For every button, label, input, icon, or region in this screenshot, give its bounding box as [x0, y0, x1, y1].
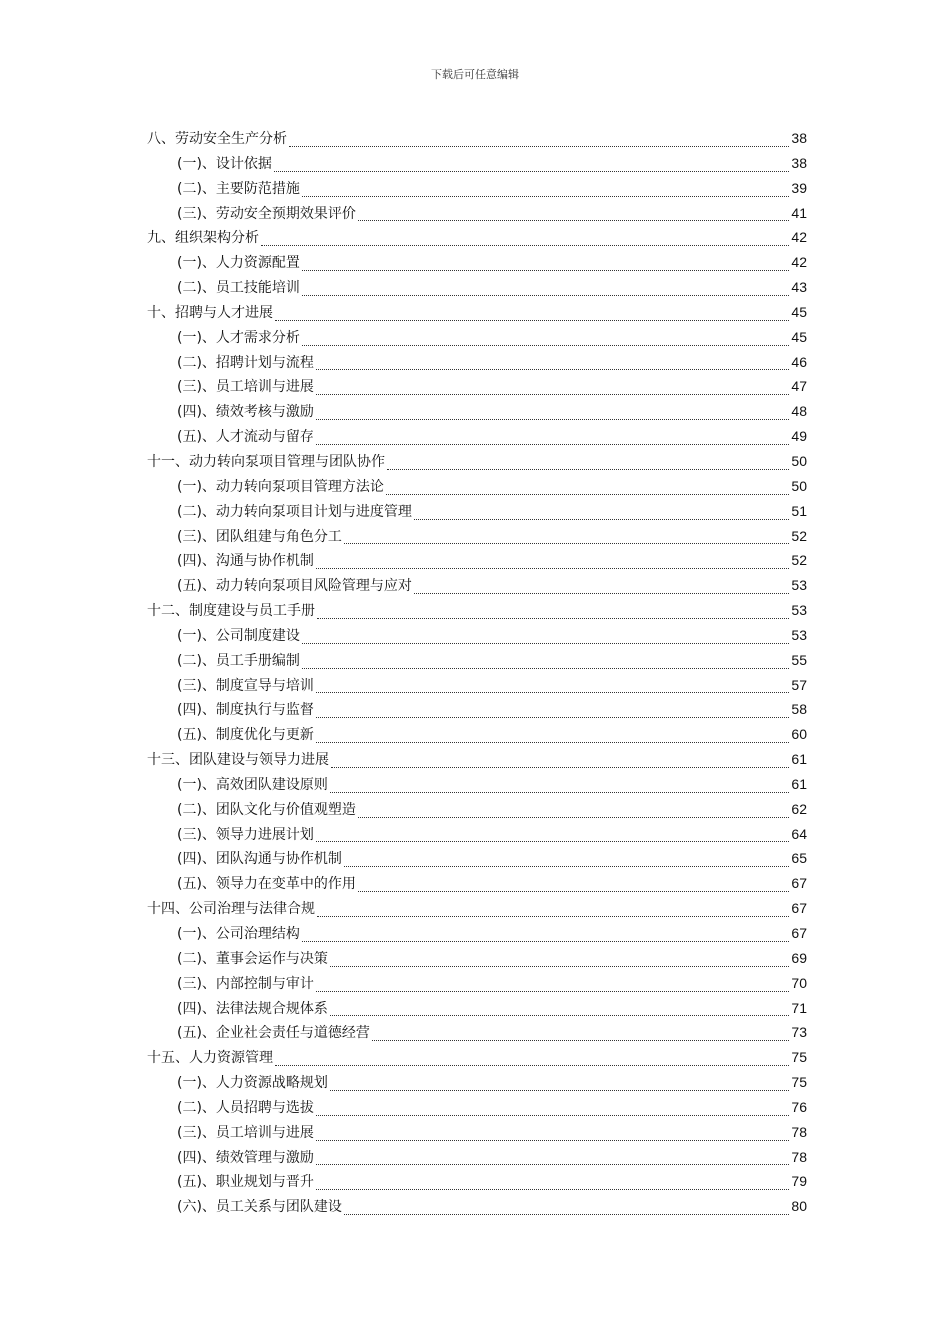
toc-section-entry[interactable] [147, 352, 807, 377]
toc-dot-leader [358, 220, 789, 221]
toc-entry-title: (六)、员工关系与团队建设 [177, 1199, 342, 1216]
toc-dot-leader [316, 1140, 789, 1141]
toc-dot-leader [275, 320, 789, 321]
toc-entry-title: (三)、团队组建与角色分工 [177, 528, 342, 545]
toc-entry-title: (一)、公司制度建设 [177, 627, 300, 644]
toc-dot-leader [316, 841, 789, 842]
toc-page-number: 61 [791, 751, 807, 768]
toc-page-number: 79 [791, 1173, 807, 1190]
toc-entry-title: (一)、设计依据 [177, 155, 272, 172]
toc-page-number: 67 [791, 925, 807, 941]
toc-dot-leader [302, 196, 789, 197]
toc-page-number: 50 [791, 452, 807, 469]
toc-page-number: 75 [791, 1049, 807, 1066]
toc-section-entry[interactable] [147, 575, 807, 600]
toc-page-number: 78 [791, 1148, 807, 1165]
toc-entry-title: (四)、法律法规合规体系 [177, 1000, 328, 1017]
toc-section-entry[interactable] [147, 625, 807, 650]
toc-page-number: 80 [791, 1198, 807, 1215]
toc-dot-leader [372, 1040, 789, 1041]
toc-page-number: 43 [791, 279, 807, 296]
toc-entry-title: (五)、人才流动与留存 [177, 429, 314, 446]
toc-page-number: 47 [791, 378, 807, 395]
toc-section-entry[interactable] [147, 799, 807, 824]
toc-entry-title: (四)、沟通与协作机制 [177, 553, 314, 570]
toc-entry-title: (一)、人力资源战略规划 [177, 1075, 328, 1092]
toc-dot-leader [316, 444, 789, 445]
toc-page-number: 53 [791, 577, 807, 594]
toc-chapter-entry[interactable] [147, 451, 807, 476]
toc-entry-title: 九、组织架构分析 [147, 230, 259, 247]
toc-dot-leader [330, 1090, 789, 1091]
toc-chapter-entry[interactable] [147, 227, 807, 252]
toc-entry-title: (二)、团队文化与价值观塑造 [177, 801, 356, 818]
toc-dot-leader [261, 245, 789, 246]
toc-section-entry[interactable] [147, 1171, 807, 1196]
toc-entry-title: 十二、制度建设与员工手册 [147, 603, 315, 620]
toc-page-number: 53 [791, 626, 807, 643]
toc-dot-leader [316, 1164, 789, 1165]
toc-entry-title: 十、招聘与人才进展 [147, 304, 273, 321]
toc-entry-title: (五)、制度优化与更新 [177, 727, 314, 744]
toc-entry-title: (四)、制度执行与监督 [177, 702, 314, 719]
toc-dot-leader [344, 543, 789, 544]
toc-entry-title: (四)、绩效考核与激励 [177, 404, 314, 421]
toc-section-entry[interactable] [147, 1122, 807, 1147]
toc-page-number: 57 [791, 676, 807, 693]
toc-entry-title: 八、劳动安全生产分析 [147, 131, 287, 147]
toc-dot-leader [358, 817, 789, 818]
toc-page-number: 67 [791, 900, 807, 917]
toc-dot-leader [344, 1214, 789, 1215]
toc-entry-title: (四)、绩效管理与激励 [177, 1149, 314, 1166]
toc-page-number: 45 [791, 328, 807, 345]
toc-section-entry[interactable] [147, 327, 807, 352]
toc-chapter-entry[interactable] [147, 128, 807, 153]
toc-page-number: 42 [791, 254, 807, 271]
toc-page-number: 46 [791, 353, 807, 370]
toc-dot-leader [302, 668, 789, 669]
toc-dot-leader [386, 494, 789, 495]
toc-entry-title: (二)、动力转向泵项目计划与进度管理 [177, 503, 412, 520]
toc-page-number: 45 [791, 303, 807, 320]
toc-page-number: 53 [791, 602, 807, 619]
toc-page-number: 67 [791, 875, 807, 892]
toc-entry-title: (五)、领导力在变革中的作用 [177, 876, 356, 893]
toc-entry-title: (二)、董事会运作与决策 [177, 950, 328, 967]
toc-page-number: 58 [791, 701, 807, 718]
toc-entry-title: 十四、公司治理与法律合规 [147, 901, 315, 918]
toc-section-entry[interactable] [147, 824, 807, 849]
toc-dot-leader [316, 991, 789, 992]
toc-dot-leader [316, 419, 789, 420]
toc-page-number: 52 [791, 552, 807, 569]
toc-dot-leader [302, 295, 789, 296]
toc-entry-title: (五)、企业社会责任与道德经营 [177, 1025, 370, 1042]
toc-entry-title: (二)、员工手册编制 [177, 652, 300, 669]
toc-dot-leader [330, 966, 789, 967]
toc-chapter-entry[interactable] [147, 302, 807, 327]
toc-entry-title: (五)、职业规划与晋升 [177, 1174, 314, 1191]
toc-dot-leader [414, 519, 789, 520]
toc-page-number: 60 [791, 726, 807, 743]
toc-page-number: 75 [791, 1074, 807, 1091]
toc-chapter-entry[interactable] [147, 600, 807, 625]
toc-dot-leader [316, 1115, 789, 1116]
toc-dot-leader [302, 345, 789, 346]
toc-entry-title: 十五、人力资源管理 [147, 1050, 273, 1067]
toc-entry-title: (五)、动力转向泵项目风险管理与应对 [177, 578, 412, 595]
toc-entry-title: (三)、劳动安全预期效果评价 [177, 205, 356, 222]
toc-dot-leader [316, 717, 789, 718]
toc-dot-leader [317, 618, 789, 619]
toc-section-entry[interactable] [147, 1196, 807, 1221]
toc-section-entry[interactable] [147, 650, 807, 675]
toc-page-number: 61 [791, 775, 807, 792]
toc-dot-leader [331, 767, 789, 768]
toc-page-number: 65 [791, 850, 807, 867]
toc-entry-title: (一)、人才需求分析 [177, 329, 300, 346]
toc-page-number: 38 [791, 154, 807, 171]
toc-section-entry[interactable] [147, 699, 807, 724]
toc-dot-leader [387, 469, 789, 470]
toc-section-entry[interactable] [147, 1097, 807, 1122]
toc-section-entry[interactable] [147, 1147, 807, 1172]
toc-entry-title: (三)、制度宣导与培训 [177, 677, 314, 694]
toc-page-number: 78 [791, 1123, 807, 1140]
toc-dot-leader [316, 568, 789, 569]
toc-dot-leader [358, 891, 789, 892]
toc-page-number: 51 [791, 502, 807, 519]
toc-entry-title: (三)、员工培训与进展 [177, 1124, 314, 1141]
toc-entry-title: (三)、领导力进展计划 [177, 826, 314, 843]
toc-dot-leader [316, 742, 789, 743]
toc-page-number: 49 [791, 428, 807, 445]
toc-dot-leader [316, 369, 789, 370]
toc-entry-title: (二)、主要防范措施 [177, 180, 300, 197]
toc-section-entry[interactable] [147, 774, 807, 799]
toc-entry-title: (二)、招聘计划与流程 [177, 354, 314, 371]
toc-dot-leader [330, 792, 789, 793]
toc-dot-leader [302, 270, 789, 271]
toc-entry-title: (三)、内部控制与审计 [177, 975, 314, 992]
toc-entry-title: (四)、团队沟通与协作机制 [177, 851, 342, 868]
toc-page-number: 62 [791, 800, 807, 817]
toc-section-entry[interactable] [147, 178, 807, 203]
toc-entry-title: (一)、公司治理结构 [177, 926, 300, 942]
toc-page-number: 64 [791, 825, 807, 842]
table-of-contents [147, 128, 807, 1221]
toc-page-number: 42 [791, 229, 807, 246]
toc-dot-leader [274, 171, 789, 172]
toc-entry-title: (一)、人力资源配置 [177, 255, 300, 272]
toc-chapter-entry[interactable] [147, 749, 807, 774]
toc-dot-leader [344, 866, 789, 867]
toc-page-number: 76 [791, 1098, 807, 1115]
toc-page-number: 73 [791, 1024, 807, 1041]
toc-entry-title: 十三、团队建设与领导力进展 [147, 752, 329, 769]
toc-section-entry[interactable] [147, 973, 807, 998]
toc-entry-title: (一)、高效团队建设原则 [177, 776, 328, 793]
toc-section-entry[interactable] [147, 526, 807, 551]
toc-page-number: 70 [791, 974, 807, 991]
toc-entry-title: 十一、动力转向泵项目管理与团队协作 [147, 453, 385, 470]
toc-section-entry[interactable] [147, 203, 807, 228]
toc-section-entry[interactable] [147, 923, 807, 948]
toc-entry-title: (一)、动力转向泵项目管理方法论 [177, 478, 384, 495]
toc-section-entry[interactable] [147, 401, 807, 426]
toc-section-entry[interactable] [147, 1022, 807, 1047]
toc-dot-leader [316, 1189, 789, 1190]
toc-section-entry[interactable] [147, 1072, 807, 1097]
toc-section-entry[interactable] [147, 476, 807, 501]
toc-section-entry[interactable] [147, 252, 807, 277]
page-header: 下载后可任意编辑 [431, 68, 519, 81]
toc-chapter-entry[interactable] [147, 1047, 807, 1072]
toc-page-number: 71 [791, 999, 807, 1016]
toc-dot-leader [302, 643, 789, 644]
toc-section-entry[interactable] [147, 376, 807, 401]
toc-entry-title: (二)、人员招聘与选拔 [177, 1099, 314, 1116]
toc-page-number: 41 [791, 204, 807, 221]
toc-page-number: 52 [791, 527, 807, 544]
toc-section-entry[interactable] [147, 948, 807, 973]
toc-dot-leader [317, 916, 789, 917]
toc-page-number: 69 [791, 949, 807, 966]
toc-page-number: 48 [791, 403, 807, 420]
toc-section-entry[interactable] [147, 153, 807, 178]
toc-section-entry[interactable] [147, 550, 807, 575]
toc-section-entry[interactable] [147, 277, 807, 302]
toc-section-entry[interactable] [147, 873, 807, 898]
toc-section-entry[interactable] [147, 724, 807, 749]
toc-dot-leader [289, 146, 789, 147]
toc-section-entry[interactable] [147, 426, 807, 451]
toc-dot-leader [302, 941, 789, 942]
toc-dot-leader [330, 1015, 789, 1016]
toc-section-entry[interactable] [147, 501, 807, 526]
toc-entry-title: (二)、员工技能培训 [177, 280, 300, 297]
toc-section-entry[interactable] [147, 848, 807, 873]
toc-dot-leader [316, 692, 789, 693]
toc-dot-leader [275, 1065, 789, 1066]
toc-entry-title: (三)、员工培训与进展 [177, 379, 314, 396]
toc-page-number: 38 [791, 130, 807, 146]
toc-chapter-entry[interactable] [147, 898, 807, 923]
toc-dot-leader [316, 394, 789, 395]
toc-page-number: 39 [791, 179, 807, 196]
toc-page-number: 55 [791, 651, 807, 668]
toc-dot-leader [414, 593, 789, 594]
toc-section-entry[interactable] [147, 998, 807, 1023]
toc-section-entry[interactable] [147, 675, 807, 700]
toc-page-number: 50 [791, 477, 807, 494]
